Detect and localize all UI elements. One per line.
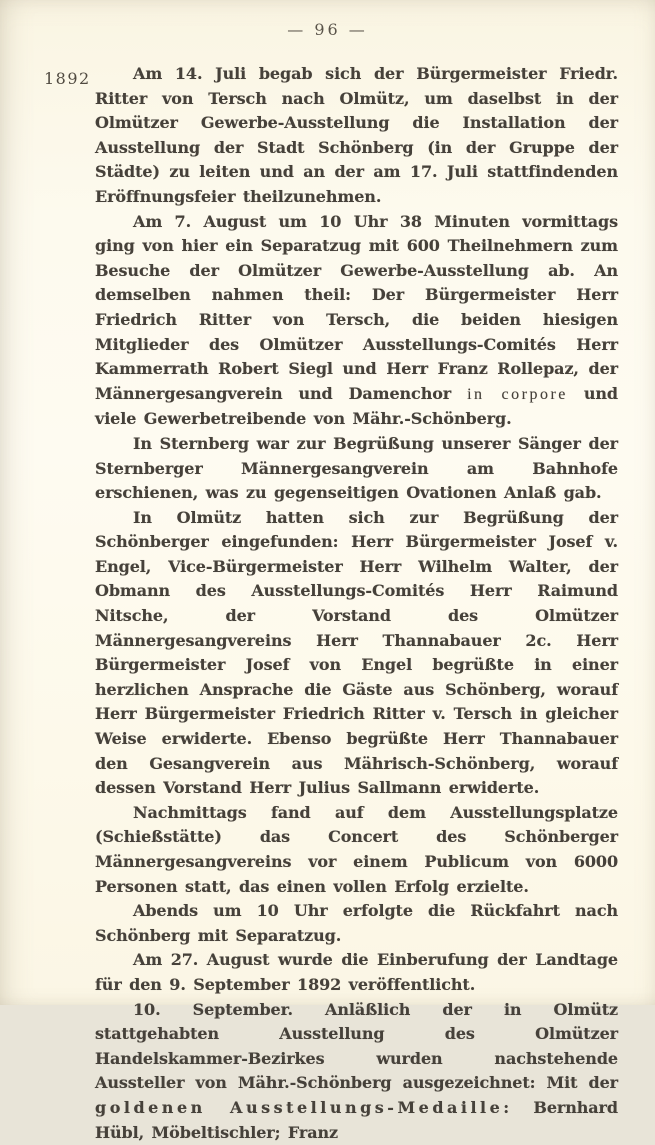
text-run: 10. September. Anläßlich der in Olmütz stattgehabten Ausstellung des Olmützer Handelskammer-Bezirkes wurden nachstehende Aussteller von Mähr.-Schönberg ausgezeichnet: Mit der (95, 999, 618, 1093)
text-run: und viele Gewerbetreibende von Mähr.-Schönberg. (95, 383, 618, 429)
paragraph (95, 62, 618, 210)
margin-year: 1892 (44, 69, 91, 88)
text-run: : Bernhard Hübl, Möbeltischler; Franz (95, 1097, 618, 1142)
paragraph (95, 210, 618, 432)
page-body-text (95, 62, 618, 1145)
text-run: Am 7. August um 10 Uhr 38 Minuten vormittags ging von hier ein Separatzug mit 600 Theilnehmern zum Besuche der Olmützer Gewerbe-Ausstellung ab. An demselben nahmen theil: Der Bürgermeister Herr Friedrich Ritter von Tersch, die beiden hiesigen Mitglieder des Olmützer Ausstellungs-Comités Herr Kammerrath Robert Siegl und Herr Franz Rollepaz, der Männergesangverein und Damenchor (95, 211, 618, 403)
text-run (206, 1098, 230, 1117)
latin-phrase: in corpore (467, 385, 568, 403)
text-run: Nachmittags fand auf dem Ausstellungsplatze (Schießstätte) das Concert des Schönberger Männergesangvereins vor einem Publicum von 6000 Personen statt, das einen vollen Erfolg erzielte. (95, 802, 618, 896)
paragraph (95, 432, 618, 506)
paragraph (95, 801, 618, 899)
text-run: Abends um 10 Uhr erfolgte die Rückfahrt nach Schönberg mit Separatzug. (95, 901, 618, 945)
page-number: — 96 — (287, 20, 368, 39)
paragraph (95, 506, 618, 801)
text-run: In Sternberg war zur Begrüßung unserer Sänger der Sternberger Männergesangverein am Bahnhofe erschienen, was zu gegenseitigen Ovationen Anlaß gab. (95, 433, 618, 503)
paragraph (95, 899, 618, 948)
letterspaced-emphasis: goldenen (95, 1097, 206, 1117)
text-run: Am 14. Juli begab sich der Bürgermeister Friedr. Ritter von Tersch nach Olmütz, um daselbst in der Olmützer Gewerbe-Ausstellung die Installation der Ausstellung der Stadt Schönberg (in der Gruppe der Städte) zu leiten und an der am 17. Juli stattfindenden Eröffnungsfeier theilzunehmen. (95, 64, 618, 206)
paragraph (95, 998, 618, 1145)
text-run: Am 27. August wurde die Einberufung der Landtage für den 9. September 1892 veröffentlicht. (95, 950, 618, 994)
letterspaced-emphasis: Ausstellungs-Medaille (230, 1097, 504, 1117)
text-run: In Olmütz hatten sich zur Begrüßung der Schönberger eingefunden: Herr Bürgermeister Josef v. Engel, Vice-Bürgermeister Herr Wilhelm Walter, der Obmann des Ausstellungs-Comités Herr Raimund Nitsche, der Vorstand des Olmützer Männergesangvereins Herr Thannabauer 2c. Herr Bürgermeister Josef von Engel begrüßte in einer herzlichen Ansprache die Gäste aus Schönberg, worauf Herr Bürgermeister Friedrich Ritter v. Tersch in gleicher Weise erwiderte. Ebenso begrüßte Herr Thannabauer den Gesangverein aus Mährisch-Schönberg, worauf dessen Vorstand Herr Julius Sallmann erwiderte. (95, 507, 618, 798)
paragraph (95, 948, 618, 997)
